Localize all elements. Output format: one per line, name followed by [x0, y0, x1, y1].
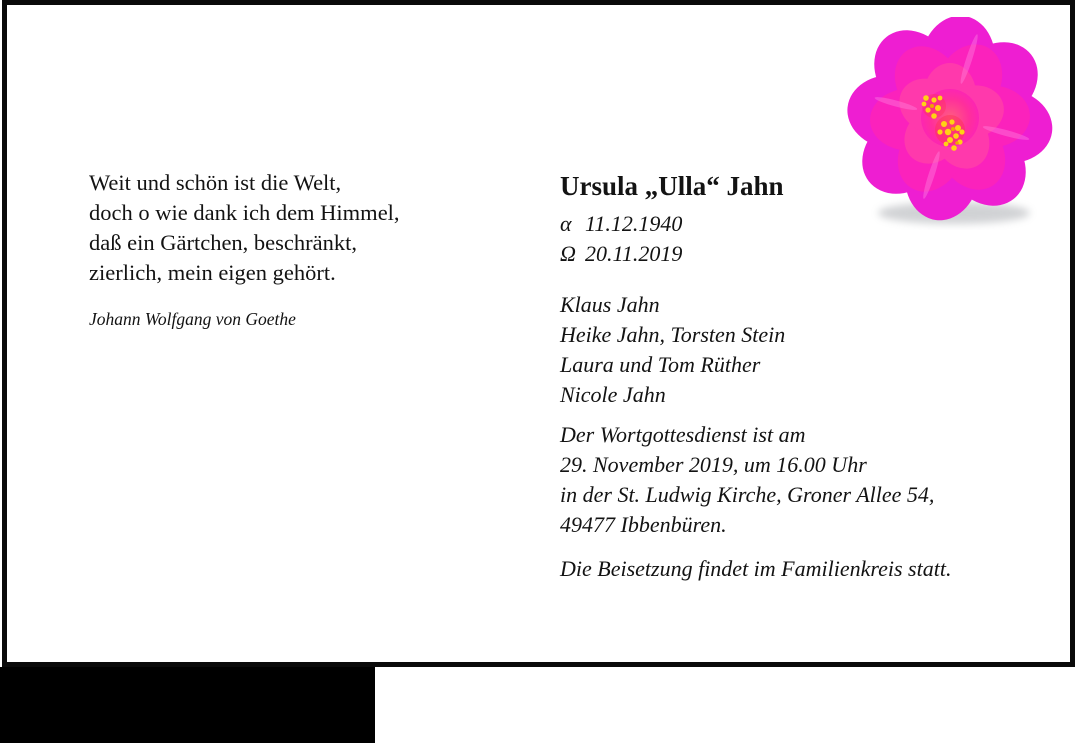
death-date: 20.11.2019 [585, 241, 683, 266]
service-line: Der Wortgottesdienst ist am [560, 422, 806, 447]
burial-block [560, 554, 1050, 584]
notice-card [2, 0, 1075, 667]
poem-line: doch o wie dank ich dem Himmel, [89, 200, 400, 225]
mourner-name: Klaus Jahn [560, 292, 660, 317]
service-block [560, 420, 1050, 540]
camellia-flower-image [840, 17, 1058, 230]
mourners-block [560, 290, 1050, 410]
deceased-name: Ursula „Ulla“ Jahn [560, 171, 784, 201]
mourner-name: Heike Jahn, Torsten Stein [560, 322, 786, 347]
death-date-line [560, 239, 1050, 269]
redacted-block [0, 667, 375, 743]
poem-line: daß ein Gärtchen, beschränkt, [89, 230, 358, 255]
notice-column [560, 168, 1050, 584]
poem-attribution: Johann Wolfgang von Goethe [89, 309, 296, 329]
service-line: 49477 Ibbenbüren. [560, 512, 727, 537]
mourner-name: Nicole Jahn [560, 382, 666, 407]
service-line: 29. November 2019, um 16.00 Uhr [560, 452, 867, 477]
poem-line: Weit und schön ist die Welt, [89, 170, 342, 195]
poem-line: zierlich, mein eigen gehört. [89, 260, 336, 285]
death-symbol: Ω [560, 241, 576, 266]
poem-block [89, 168, 529, 331]
birth-symbol: α [560, 211, 572, 236]
mourner-name: Laura und Tom Rüther [560, 352, 761, 377]
birth-date: 11.12.1940 [585, 211, 683, 236]
burial-line: Die Beisetzung findet im Familienkreis statt. [560, 556, 952, 581]
service-line: in der St. Ludwig Kirche, Groner Allee 54, [560, 482, 935, 507]
